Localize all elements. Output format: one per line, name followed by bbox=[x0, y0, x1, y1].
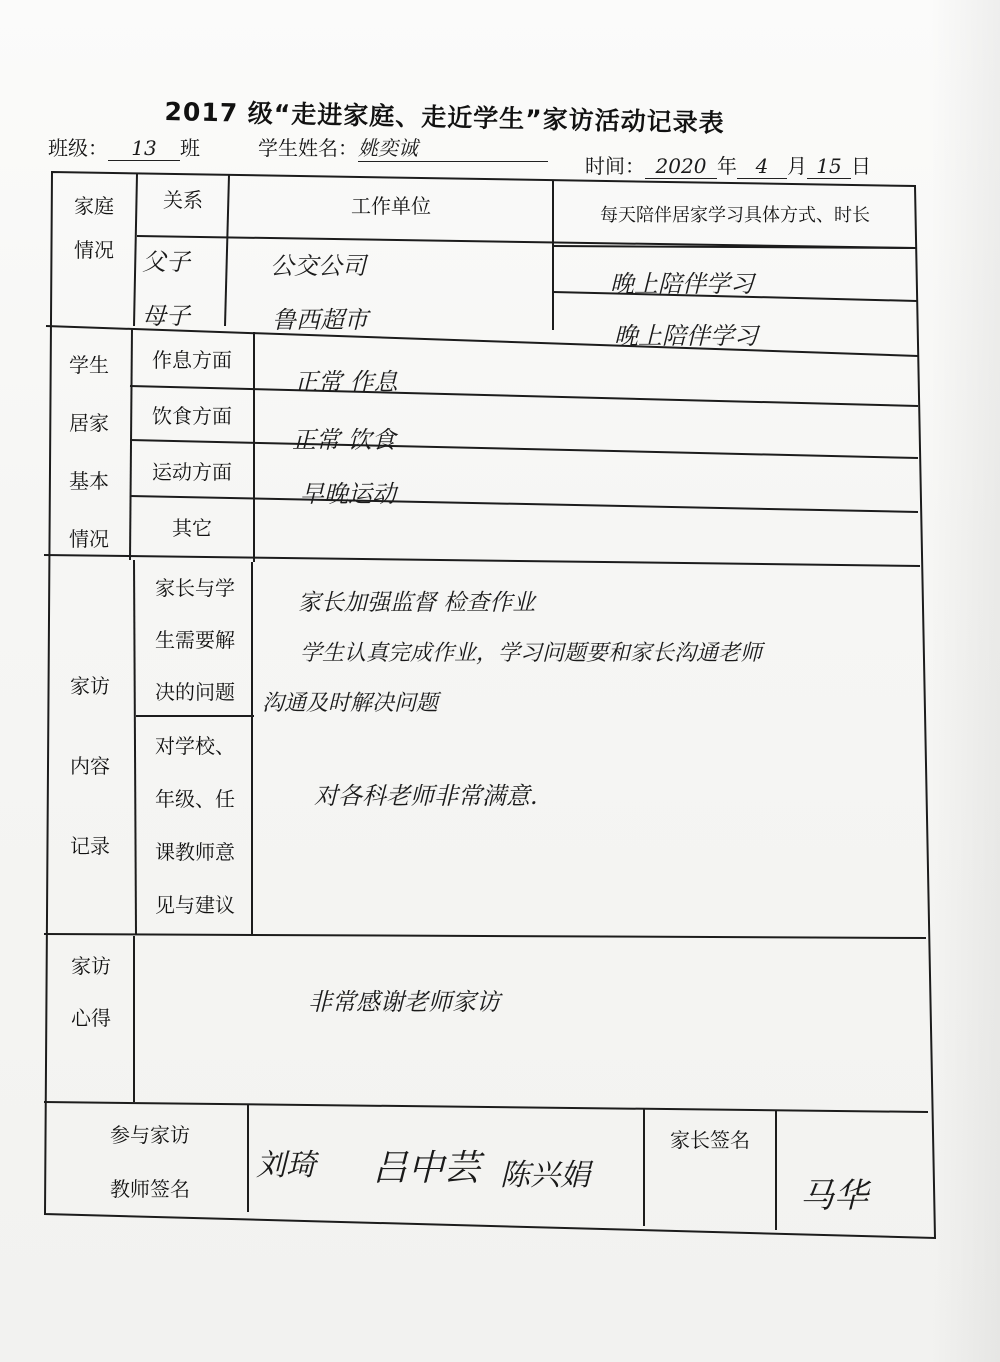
family-section-label bbox=[55, 184, 133, 272]
teacher-signature-label-1: 参与家访 bbox=[110, 1123, 190, 1147]
problems-label-3: 决的问题 bbox=[155, 680, 235, 704]
teacher-signature-2: 吕中芸 bbox=[372, 1148, 481, 1189]
family-section-label-line2: 情况 bbox=[74, 238, 114, 262]
student-row-label-exercise: 运动方面 bbox=[152, 460, 232, 484]
col-relation-header: 关系 bbox=[163, 188, 203, 212]
problems-label-2: 生需要解 bbox=[155, 628, 235, 652]
year-value: 2020 bbox=[645, 154, 717, 179]
opinion-label-2: 年级、任 bbox=[155, 787, 235, 811]
thoughts-label-1: 家访 bbox=[71, 954, 111, 978]
opinion-value: 对各科老师非常满意. bbox=[314, 782, 538, 810]
visit-section-label-2: 内容 bbox=[70, 754, 110, 778]
year-suffix: 年 bbox=[717, 154, 737, 178]
col-work-header: 工作单位 bbox=[351, 194, 431, 218]
student-section-label-2: 居家 bbox=[69, 411, 109, 435]
visit-section-label-3: 记录 bbox=[70, 834, 110, 858]
student-row-label-other: 其它 bbox=[172, 516, 212, 540]
family-row-1-accompany: 晚上陪伴学习 bbox=[610, 270, 754, 298]
student-row-value-exercise: 早晚运动 bbox=[300, 480, 396, 508]
thoughts-label-2: 心得 bbox=[71, 1006, 111, 1030]
thoughts-value: 非常感谢老师家访 bbox=[308, 988, 500, 1016]
class-value: 13 bbox=[108, 136, 180, 161]
student-row-label-rest: 作息方面 bbox=[152, 348, 232, 372]
opinion-label bbox=[138, 720, 252, 932]
student-row-label-diet: 饮食方面 bbox=[152, 404, 232, 428]
thoughts-label bbox=[50, 940, 132, 1044]
student-section-label-4: 情况 bbox=[69, 527, 109, 551]
opinion-label-1: 对学校、 bbox=[155, 734, 235, 758]
problems-label bbox=[138, 562, 252, 718]
visit-section-label bbox=[50, 646, 130, 886]
parent-signature: 马华 bbox=[800, 1176, 868, 1216]
day-suffix: 日 bbox=[851, 154, 871, 178]
family-row-1-relation: 父子 bbox=[142, 248, 190, 276]
teacher-signature-3: 陈兴娟 bbox=[500, 1158, 590, 1193]
parent-signature-label: 家长签名 bbox=[670, 1128, 750, 1152]
form-title: 2017 级“走进家庭、走近学生”家访活动记录表 bbox=[164, 96, 725, 138]
problems-label-1: 家长与学 bbox=[155, 576, 235, 600]
month-value: 4 bbox=[737, 154, 787, 179]
family-row-2-accompany: 晚上陪伴学习 bbox=[614, 322, 758, 350]
time-label: 时间： bbox=[585, 154, 645, 178]
family-row-2-work: 鲁西超市 bbox=[272, 306, 368, 334]
teacher-signature-label-2: 教师签名 bbox=[110, 1177, 190, 1201]
class-suffix: 班 bbox=[180, 136, 200, 160]
family-row-2-relation: 母子 bbox=[142, 302, 190, 330]
student-section-label-3: 基本 bbox=[69, 469, 109, 493]
problems-line-2: 学生认真完成作业，学习问题要和家长沟通老师 bbox=[300, 641, 763, 666]
day-value: 15 bbox=[807, 154, 851, 179]
visit-section-label-1: 家访 bbox=[70, 674, 110, 698]
student-name-label: 学生姓名： bbox=[258, 136, 358, 160]
teacher-signature-1: 刘琦 bbox=[256, 1148, 316, 1183]
col-accompany-header: 每天陪伴居家学习具体方式、时长 bbox=[600, 205, 870, 226]
problems-line-1: 家长加强监督 检查作业 bbox=[298, 590, 536, 616]
student-section-label-1: 学生 bbox=[69, 353, 109, 377]
family-section-label-line1: 家庭 bbox=[74, 194, 114, 218]
student-row-value-rest: 正常 作息 bbox=[294, 368, 398, 396]
class-label: 班级： bbox=[48, 136, 108, 160]
teacher-signature-label bbox=[60, 1108, 240, 1216]
family-row-1-work: 公交公司 bbox=[270, 252, 366, 280]
student-name-value: 姚奕诚 bbox=[358, 132, 548, 162]
opinion-label-4: 见与建议 bbox=[155, 893, 235, 917]
student-section-label bbox=[50, 336, 128, 568]
problems-line-3: 沟通及时解决问题 bbox=[262, 691, 439, 716]
student-row-value-diet: 正常 饮食 bbox=[292, 426, 396, 454]
opinion-label-3: 课教师意 bbox=[155, 840, 235, 864]
month-suffix: 月 bbox=[787, 154, 807, 178]
